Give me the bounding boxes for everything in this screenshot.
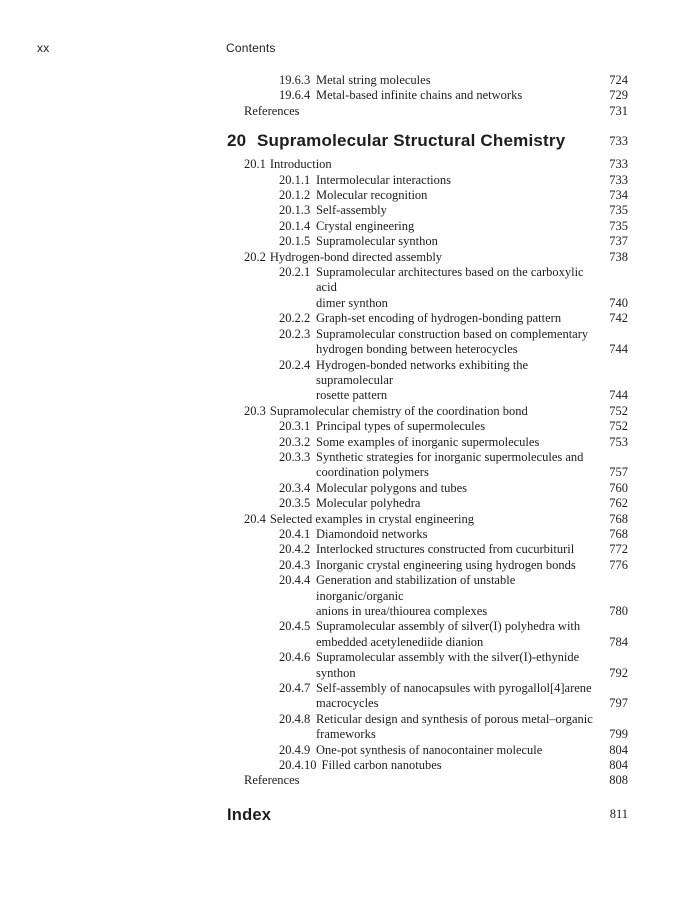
toc-entry-title-line: embedded acetylenediide dianion bbox=[316, 634, 484, 649]
toc-entry-title bbox=[316, 435, 594, 450]
toc-entry-title-line: Molecular recognition bbox=[316, 188, 428, 203]
toc-entry-title-line: Supramolecular assembly with the silver(I)-ethynide bbox=[316, 650, 580, 665]
toc-entry-number: 20.1 bbox=[244, 157, 266, 172]
toc-entry-title bbox=[316, 558, 594, 573]
toc-entry-title-line: Hydrogen-bond directed assembly bbox=[269, 249, 443, 264]
toc-entry-number: 20.4.4 bbox=[279, 573, 311, 588]
toc-entry-number: 20.4.1 bbox=[279, 526, 311, 541]
toc-entry-title-line: Generation and stabilization of unstable inorganic/organic bbox=[316, 573, 516, 603]
toc-entry-title-line: anions in urea/thiourea complexes bbox=[316, 604, 488, 618]
toc-entry-title-line: Supramolecular assembly of silver(I) polyhedra with bbox=[316, 619, 581, 634]
toc-entry-number: 20.4.5 bbox=[279, 619, 311, 634]
toc-entry-title-line: Filled carbon nanotubes bbox=[321, 758, 442, 773]
toc-entry-number: 20.1.4 bbox=[279, 218, 311, 233]
toc-entry-number: 20.1.2 bbox=[279, 188, 311, 203]
toc-entry bbox=[227, 758, 628, 773]
toc-entry bbox=[227, 73, 628, 88]
toc-entry bbox=[227, 512, 628, 527]
toc-entry-title bbox=[270, 250, 594, 265]
toc-entry-title bbox=[270, 404, 594, 419]
toc-entry-number: 20.3.3 bbox=[279, 449, 311, 464]
toc-entry-page-number: 760 bbox=[609, 480, 628, 495]
toc-entry-title bbox=[316, 573, 594, 619]
toc-entry-page-number: 808 bbox=[609, 773, 628, 788]
toc-entry bbox=[227, 558, 628, 573]
toc-entry bbox=[227, 650, 628, 681]
running-head bbox=[0, 41, 675, 57]
toc-entry-title-line: References bbox=[244, 773, 300, 788]
toc-entry-title bbox=[316, 311, 594, 326]
toc-entry-title-line: Supramolecular architectures based on the carboxylic acid bbox=[316, 265, 584, 295]
toc-entry bbox=[227, 203, 628, 218]
toc-entry-page-number: 733 bbox=[609, 172, 628, 187]
toc-entry-title bbox=[316, 88, 594, 103]
toc-entry-title-line: Self-assembly of nanocapsules with pyrogallol[4]arene bbox=[316, 681, 592, 696]
toc-entry-title-line: Intermolecular interactions bbox=[316, 172, 452, 187]
toc-entry-title-line: dimer synthon bbox=[316, 295, 388, 310]
toc-entry bbox=[227, 496, 628, 511]
toc-entry-page-number: 738 bbox=[609, 249, 628, 264]
toc-entry-title-line: Interlocked structures constructed from cucurbituril bbox=[316, 542, 575, 557]
toc-entry-page-number: 799 bbox=[609, 727, 628, 742]
toc-entry-title bbox=[316, 619, 594, 650]
toc-entry-title bbox=[316, 650, 594, 681]
toc-entry bbox=[227, 573, 628, 619]
toc-entry-title bbox=[316, 743, 594, 758]
toc-entry-title-line: synthon bbox=[316, 665, 356, 680]
toc-entry-title-line: References bbox=[244, 103, 300, 118]
toc-entry-title-line: Metal-based infinite chains and networks bbox=[316, 88, 523, 103]
toc-entry-page-number: 742 bbox=[609, 311, 628, 326]
toc-entry-title-line: Principal types of supermolecules bbox=[316, 419, 486, 434]
toc-entry bbox=[227, 712, 628, 743]
toc-entry-page-number: 804 bbox=[609, 742, 628, 757]
toc-entry-page-number: 729 bbox=[609, 88, 628, 103]
toc-entry-number: 20.3.4 bbox=[279, 480, 311, 495]
toc-entry-number: 19.6.3 bbox=[279, 73, 311, 87]
toc-entry-page-number: 752 bbox=[609, 403, 628, 418]
toc-entry-title-line: Supramolecular chemistry of the coordination bond bbox=[269, 403, 528, 418]
running-head-page-label: xx bbox=[37, 41, 50, 55]
toc-entry-title bbox=[316, 358, 594, 404]
chapter-heading bbox=[227, 129, 628, 153]
toc-entry-number: 20.4 bbox=[244, 511, 266, 526]
toc-entry bbox=[227, 88, 628, 103]
toc-entry-title bbox=[316, 496, 594, 511]
toc-entry-title-line: rosette pattern bbox=[316, 388, 388, 403]
toc-entry bbox=[227, 311, 628, 326]
toc-entry-title bbox=[316, 234, 594, 249]
toc-entry-number: 20.4.6 bbox=[279, 650, 311, 665]
toc-entry-page-number: 768 bbox=[609, 526, 628, 541]
toc-entry bbox=[227, 773, 628, 788]
toc-entry bbox=[227, 188, 628, 203]
toc-entry-number: 20.3 bbox=[244, 403, 266, 418]
toc-entry-number: 20.3.2 bbox=[279, 434, 311, 449]
toc-entry-number: 19.6.4 bbox=[279, 88, 311, 103]
toc-entry bbox=[227, 219, 628, 234]
toc-entry-title bbox=[316, 203, 594, 218]
toc-entry-number: 20.2.3 bbox=[279, 326, 311, 341]
toc-entry-page-number: 772 bbox=[609, 542, 628, 557]
toc-entry-title bbox=[270, 512, 594, 527]
toc-entry bbox=[227, 435, 628, 450]
table-of-contents bbox=[227, 73, 628, 827]
toc-entry bbox=[227, 234, 628, 249]
toc-entry-page-number: 735 bbox=[609, 218, 628, 233]
toc-entry-page-number: 733 bbox=[609, 157, 628, 172]
running-head-title: Contents bbox=[226, 41, 276, 55]
toc-entry-title-line: Synthetic strategies for inorganic supermolecules and bbox=[316, 449, 584, 464]
chapter-page-number: 733 bbox=[609, 133, 628, 148]
toc-entry-number: 20.2 bbox=[244, 249, 266, 264]
toc-entry-title-line: Introduction bbox=[269, 157, 332, 172]
toc-entry-page-number: 740 bbox=[609, 295, 628, 310]
toc-entry bbox=[227, 173, 628, 188]
toc-entry-title-line: Self-assembly bbox=[316, 203, 387, 218]
toc-entry-number: 20.3.5 bbox=[279, 496, 311, 511]
toc-entry-page-number: 744 bbox=[609, 388, 628, 403]
toc-entry-title-line: Molecular polygons and tubes bbox=[316, 480, 468, 495]
toc-entry-page-number: 734 bbox=[609, 188, 628, 203]
toc-entry-number: 20.2.4 bbox=[279, 357, 311, 372]
toc-entry-page-number: 784 bbox=[609, 634, 628, 649]
toc-entry-title bbox=[316, 712, 594, 743]
index-title: Index bbox=[227, 805, 272, 824]
toc-entry-title-line: Inorganic crystal engineering using hydrogen bonds bbox=[316, 557, 576, 572]
toc-entry bbox=[227, 419, 628, 434]
toc-entry-title bbox=[322, 758, 595, 773]
toc-entry bbox=[227, 104, 628, 119]
toc-entry bbox=[227, 250, 628, 265]
toc-entry-page-number: 735 bbox=[609, 203, 628, 218]
toc-entry-title-line: Molecular polyhedra bbox=[316, 496, 421, 511]
index-page-number: 811 bbox=[609, 807, 628, 822]
toc-entry-title bbox=[316, 527, 594, 542]
toc-entry-number: 20.1.3 bbox=[279, 203, 311, 218]
toc-entry-page-number: 804 bbox=[609, 758, 628, 773]
toc-entry-title-line: coordination polymers bbox=[316, 465, 429, 480]
toc-entry-title-line: hydrogen bonding between heterocycles bbox=[316, 342, 518, 357]
toc-entry-number: 20.4.2 bbox=[279, 542, 311, 557]
toc-entry-page-number: 762 bbox=[609, 496, 628, 511]
toc-entry-page-number: 731 bbox=[609, 103, 628, 118]
toc-entry-number: 20.2.2 bbox=[279, 311, 311, 326]
toc-entry-title bbox=[316, 173, 594, 188]
toc-entry-page-number: 752 bbox=[609, 419, 628, 434]
toc-entry-title-line: macrocycles bbox=[316, 696, 379, 711]
toc-entry-title bbox=[316, 419, 594, 434]
toc-entry-page-number: 780 bbox=[609, 604, 628, 618]
toc-entry bbox=[227, 481, 628, 496]
toc-entry-title bbox=[316, 542, 594, 557]
toc-entry-page-number: 724 bbox=[609, 73, 628, 87]
toc-entry-title bbox=[270, 157, 594, 172]
toc-entry bbox=[227, 265, 628, 311]
toc-entry-page-number: 757 bbox=[609, 465, 628, 480]
toc-entry-page-number: 737 bbox=[609, 234, 628, 249]
toc-entry-title-line: Selected examples in crystal engineering bbox=[269, 511, 474, 526]
toc-entry-title-line: Crystal engineering bbox=[316, 218, 415, 233]
toc-entry-title-line: Hydrogen-bonded networks exhibiting the supramolecular bbox=[316, 357, 529, 387]
toc-entry bbox=[227, 619, 628, 650]
toc-entry bbox=[227, 527, 628, 542]
toc-entry bbox=[227, 743, 628, 758]
toc-entry-number: 20.3.1 bbox=[279, 419, 311, 434]
toc-entry-number: 20.1.1 bbox=[279, 172, 311, 187]
toc-entry-title bbox=[316, 73, 594, 88]
toc-entry-title-line: Some examples of inorganic supermolecules bbox=[316, 434, 540, 449]
toc-entry-title-line: Graph-set encoding of hydrogen-bonding pattern bbox=[316, 311, 562, 326]
toc-entry-page-number: 768 bbox=[609, 511, 628, 526]
toc-entry-page-number: 744 bbox=[609, 342, 628, 357]
toc-entry-page-number: 776 bbox=[609, 557, 628, 572]
toc-entry-title bbox=[316, 681, 594, 712]
toc-entry-title bbox=[316, 219, 594, 234]
toc-entry bbox=[227, 157, 628, 172]
toc-entry-page-number: 797 bbox=[609, 696, 628, 711]
toc-entry-title-line: frameworks bbox=[316, 727, 376, 742]
toc-entry-title-line: Metal string molecules bbox=[316, 73, 431, 87]
toc-entry-number: 20.1.5 bbox=[279, 234, 311, 249]
toc-entry-title-line: Supramolecular synthon bbox=[316, 234, 438, 249]
toc-entry-number: 20.4.9 bbox=[279, 742, 311, 757]
toc-entry-page-number: 753 bbox=[609, 434, 628, 449]
index-heading bbox=[227, 803, 628, 827]
toc-entry bbox=[227, 404, 628, 419]
toc-entry bbox=[227, 450, 628, 481]
toc-entry-number: 20.4.3 bbox=[279, 557, 311, 572]
toc-entry-number: 20.4.10 bbox=[279, 758, 317, 773]
toc-entry-title bbox=[316, 327, 594, 358]
toc-entry-title bbox=[316, 481, 594, 496]
chapter-number: 20 bbox=[227, 131, 247, 151]
toc-entry-title-line: Reticular design and synthesis of porous metal–organic bbox=[316, 711, 593, 726]
toc-entry bbox=[227, 681, 628, 712]
toc-entry-title bbox=[316, 450, 594, 481]
toc-entry-title bbox=[316, 265, 594, 311]
toc-entry-number: 20.4.8 bbox=[279, 711, 311, 726]
toc-entry-title bbox=[244, 773, 594, 788]
toc-entry-title-line: Supramolecular construction based on complementary bbox=[316, 326, 589, 341]
toc-entry-title-line: Diamondoid networks bbox=[316, 526, 428, 541]
toc-entry-title bbox=[316, 188, 594, 203]
toc-entry-page-number: 792 bbox=[609, 665, 628, 680]
toc-entry bbox=[227, 358, 628, 404]
toc-entry-title bbox=[244, 104, 594, 119]
chapter-title: Supramolecular Structural Chemistry bbox=[257, 131, 566, 151]
toc-entry-title-line: One-pot synthesis of nanocontainer molecule bbox=[316, 742, 543, 757]
toc-entry bbox=[227, 542, 628, 557]
toc-entry-number: 20.2.1 bbox=[279, 265, 311, 280]
toc-entry bbox=[227, 327, 628, 358]
toc-entry-number: 20.4.7 bbox=[279, 681, 311, 696]
